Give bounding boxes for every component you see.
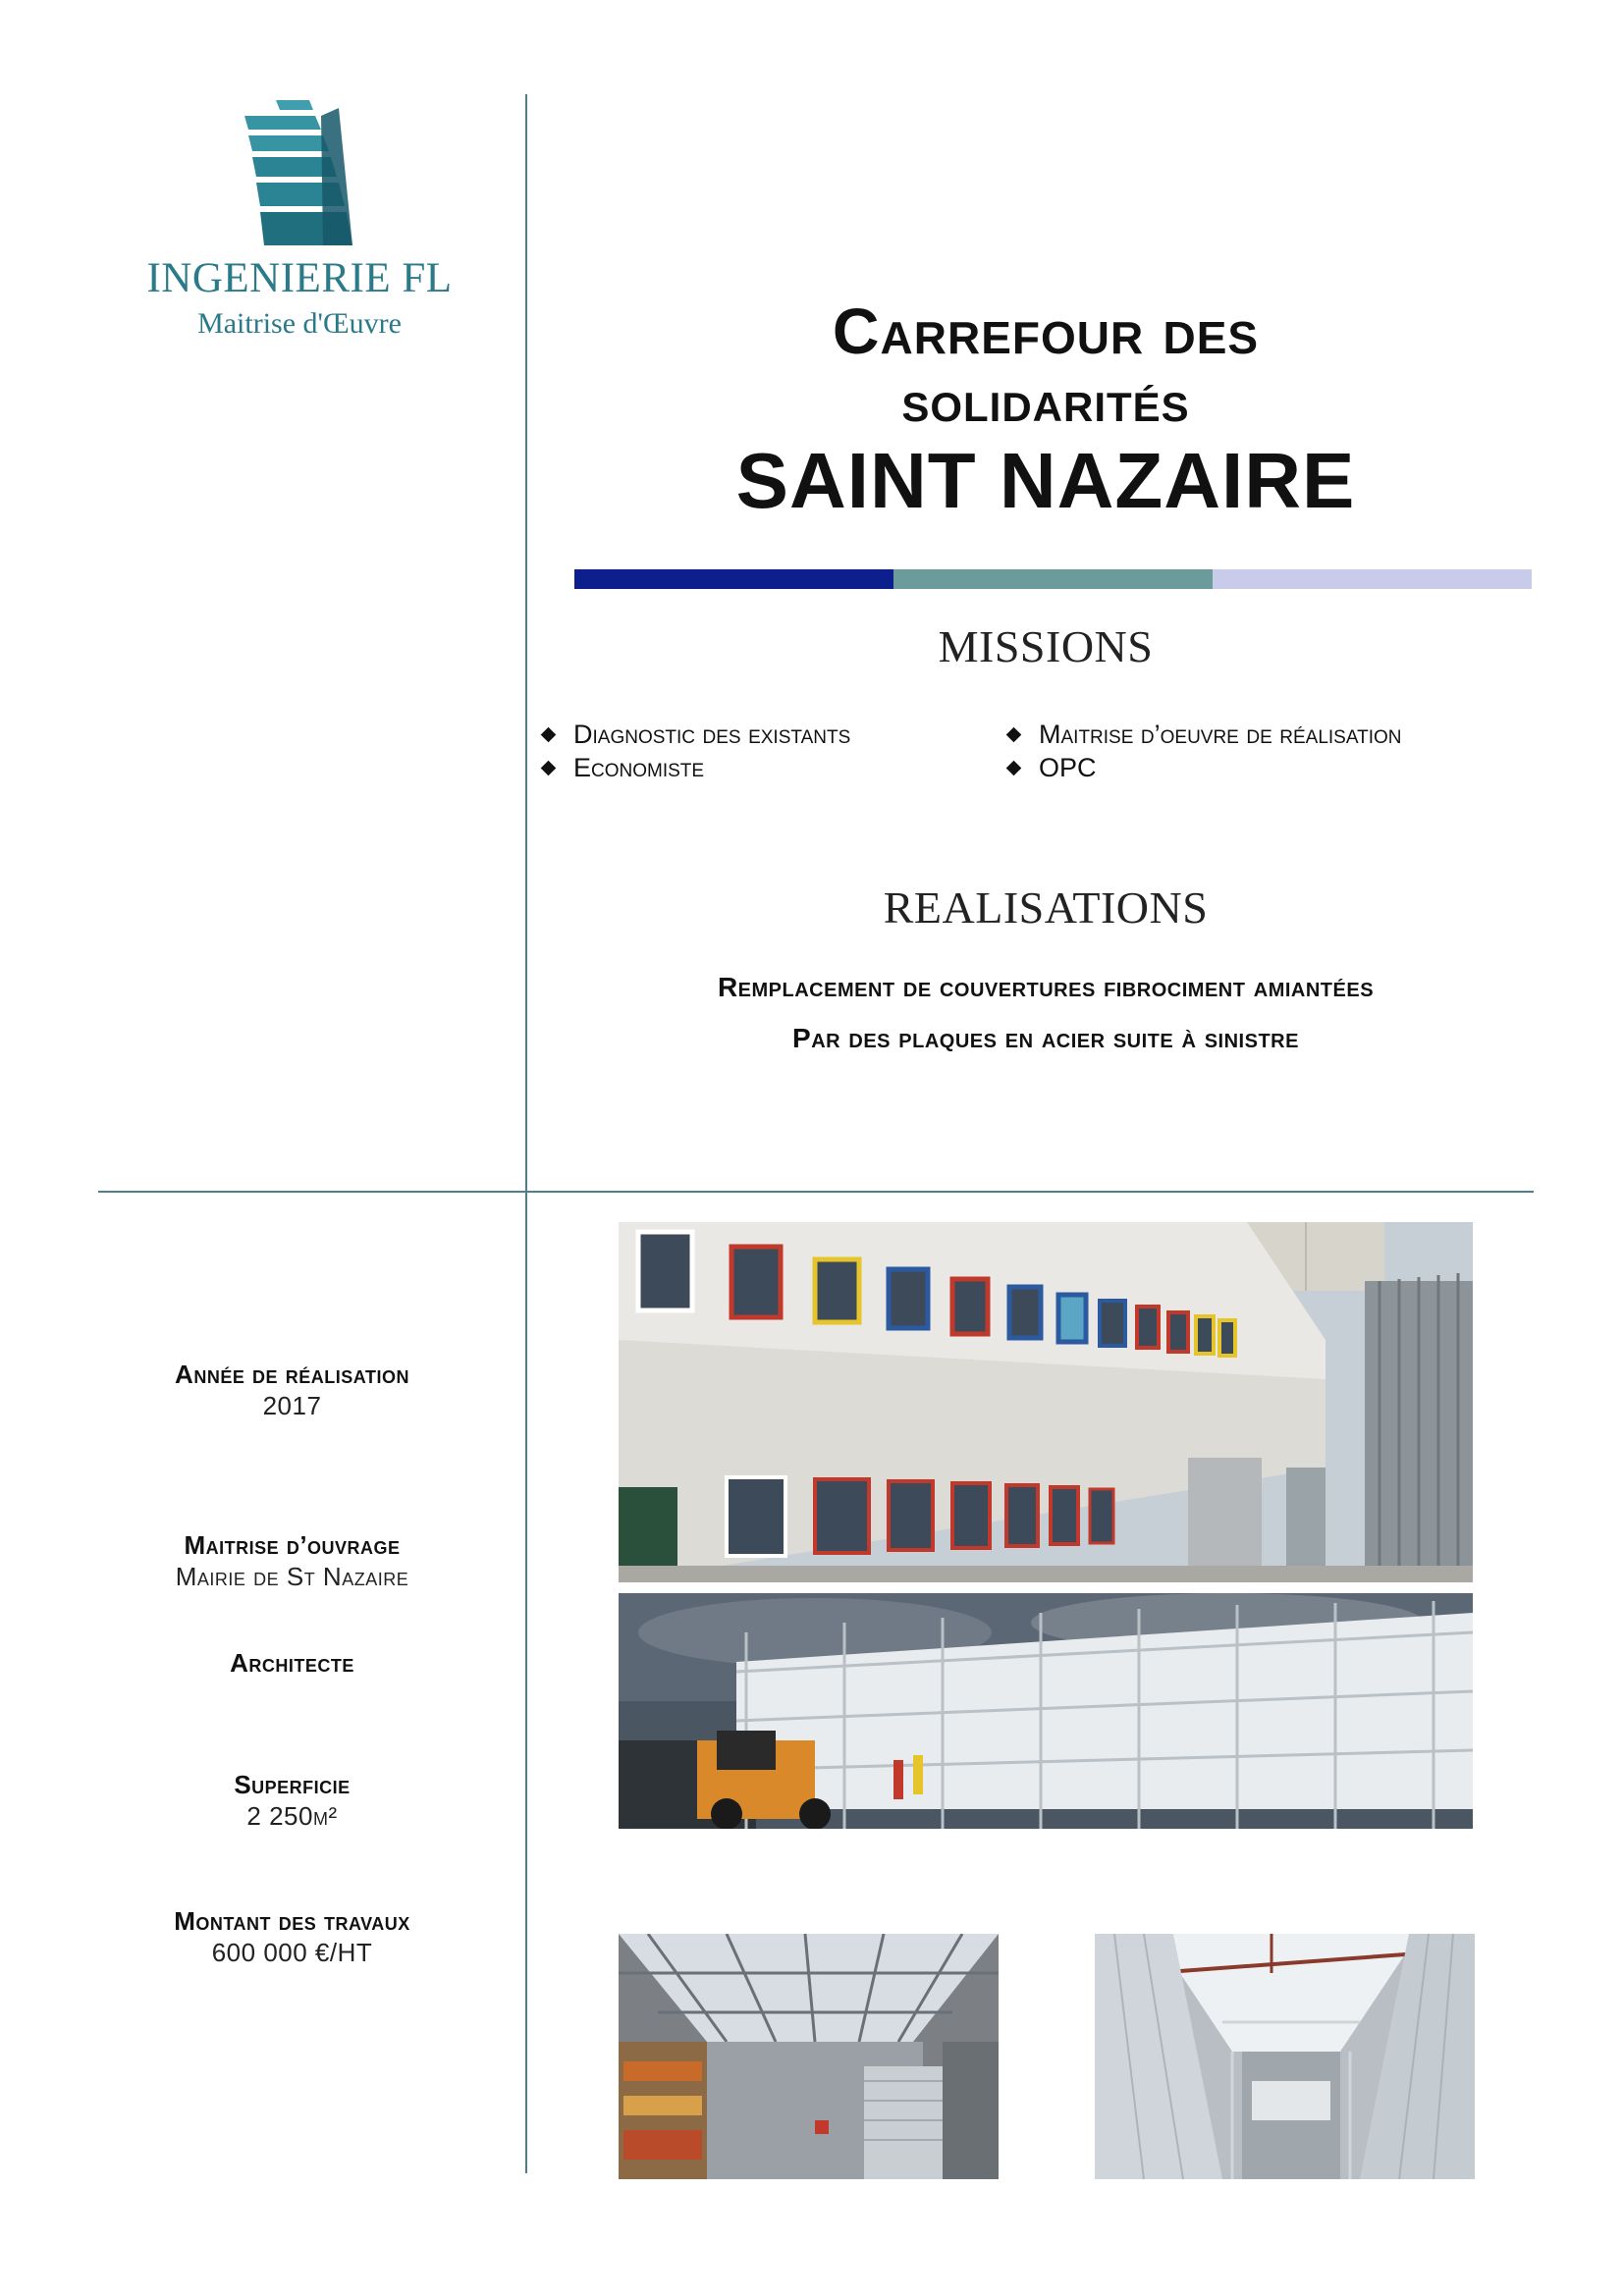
photo-confinement-area bbox=[1095, 1934, 1475, 2179]
title-line-2: solidarités bbox=[901, 368, 1190, 434]
diamond-bullet-icon bbox=[1006, 761, 1022, 776]
photo-scaffolding bbox=[619, 1593, 1473, 1829]
company-logo bbox=[128, 98, 471, 353]
info-value: 2 250m² bbox=[246, 1801, 338, 1831]
diamond-bullet-icon bbox=[541, 761, 557, 776]
mission-label: Diagnostic des existants bbox=[573, 720, 851, 749]
mission-label: Maitrise d’oeuvre de réalisation bbox=[1039, 720, 1402, 749]
color-bar-blue bbox=[574, 569, 893, 589]
vertical-divider bbox=[525, 94, 527, 2173]
info-annee bbox=[98, 1359, 486, 1421]
info-superficie bbox=[98, 1769, 486, 1832]
logo-company-name: INGENIERIE FL bbox=[146, 255, 453, 301]
diamond-bullet-icon bbox=[541, 727, 557, 743]
mission-label: OPC bbox=[1039, 753, 1097, 782]
realisation-line-1: Remplacement de couvertures fibrociment amiantées bbox=[717, 972, 1375, 1002]
logo-subtitle: Maitrise d'Œuvre bbox=[197, 307, 402, 340]
info-value: Mairie de St Nazaire bbox=[175, 1562, 409, 1591]
horizontal-divider bbox=[98, 1191, 1534, 1193]
title-line-1: Carrefour des bbox=[832, 294, 1260, 367]
building-logo-icon bbox=[231, 98, 368, 245]
info-label: Superficie bbox=[234, 1770, 351, 1799]
mission-item bbox=[543, 720, 850, 750]
info-label: Année de réalisation bbox=[175, 1360, 409, 1389]
realisations-heading: REALISATIONS bbox=[883, 882, 1209, 933]
photo-building-facade bbox=[619, 1222, 1473, 1582]
mission-item bbox=[1008, 753, 1097, 783]
info-montant bbox=[98, 1905, 486, 1968]
info-value: 600 000 €/HT bbox=[211, 1938, 373, 1967]
info-architecte bbox=[98, 1647, 486, 1679]
project-title bbox=[574, 294, 1517, 526]
color-bar-lavender bbox=[1213, 569, 1532, 589]
info-label: Maitrise d’ouvrage bbox=[184, 1530, 401, 1560]
realisation-line-2: Par des plaques en acier suite à sinistre bbox=[792, 1023, 1299, 1053]
info-label: Montant des travaux bbox=[174, 1906, 410, 1936]
title-city: SAINT NAZAIRE bbox=[735, 437, 1356, 524]
photo-warehouse-interior bbox=[619, 1934, 999, 2179]
mission-label: Economiste bbox=[573, 753, 705, 782]
mission-item bbox=[1008, 720, 1402, 750]
color-bar-teal bbox=[893, 569, 1213, 589]
info-label: Architecte bbox=[230, 1648, 354, 1678]
info-value: 2017 bbox=[262, 1391, 322, 1420]
info-maitrise-ouvrage bbox=[98, 1529, 486, 1592]
mission-item bbox=[543, 753, 704, 783]
diamond-bullet-icon bbox=[1006, 727, 1022, 743]
missions-heading: MISSIONS bbox=[938, 621, 1154, 671]
